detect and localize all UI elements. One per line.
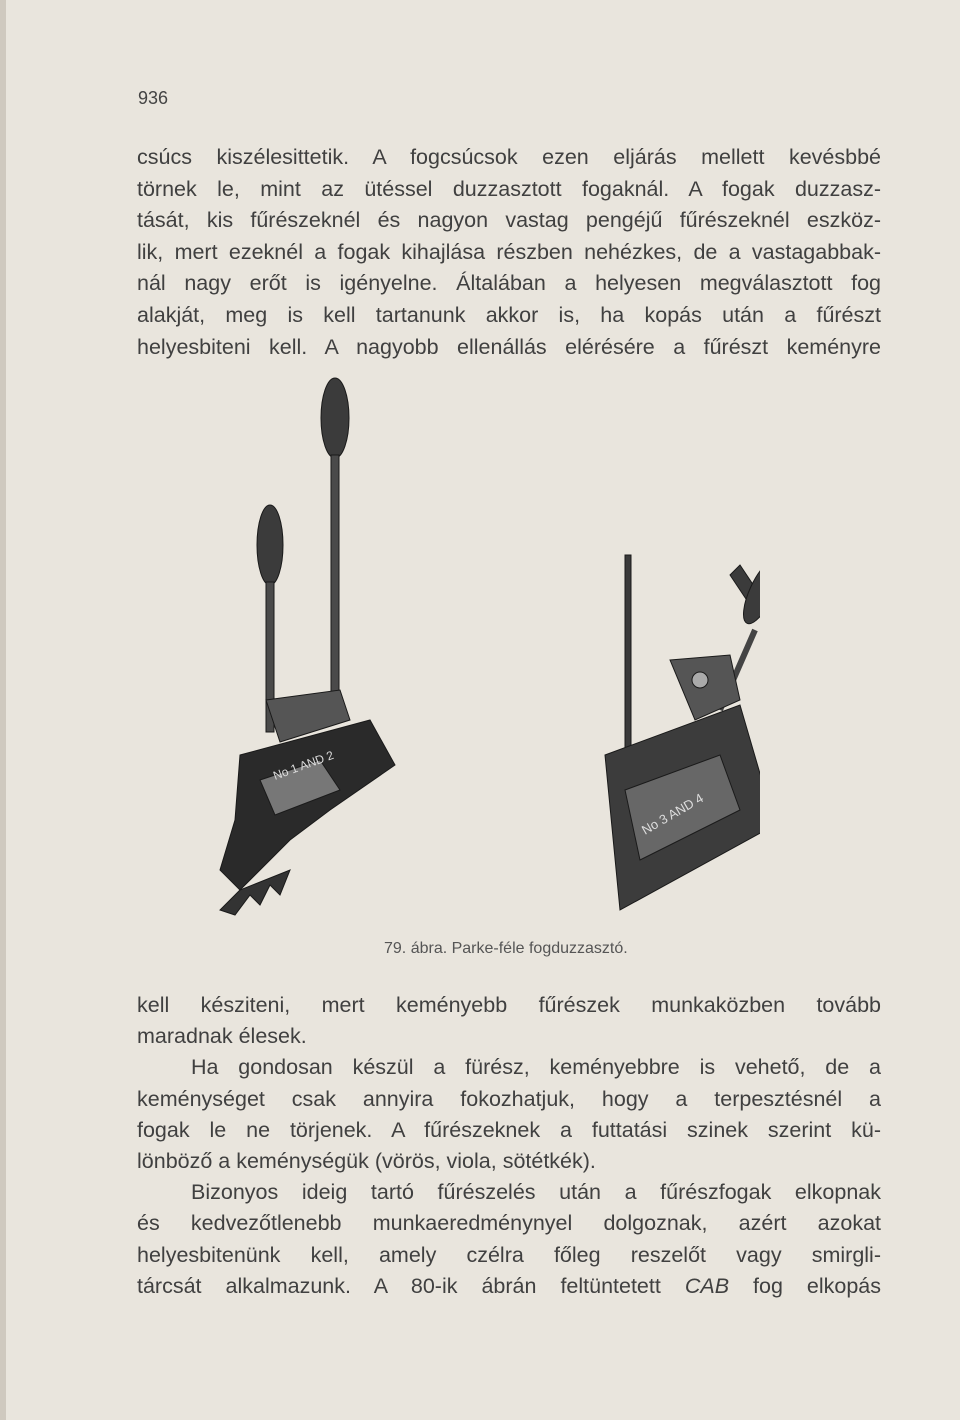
text-line: keménységet csak annyira fokozhatjuk, hogy a terpesztésnél a (137, 1086, 881, 1111)
text-line: Ha gondosan készül a fürész, keményebbre is vehető, de a (191, 1055, 881, 1080)
figure-tools-illustration (200, 370, 760, 930)
right-tool (605, 555, 760, 910)
italic-fragment: CAB (684, 1273, 730, 1298)
figure-caption: 79. ábra. Parke-féle fogduzzasztó. (384, 940, 628, 957)
text-line: tását, kis fűrészeknél és nagyon vastag pengéjű fűrészeknél eszköz- (137, 208, 881, 233)
text-line: lik, mert ezeknél a fogak kihajlása részben nehézkes, de a vastagabbak- (137, 239, 881, 264)
text-line: nál nagy erőt is igényelne. Általában a helyesen megválasztott fog (137, 271, 881, 296)
text-line: és kedvezőtlenebb munkaeredménynyel dolgoznak, azért azokat (137, 1211, 881, 1236)
text-fragment: tárcsát alkalmazunk. A 80-ik ábrán feltüntetett (137, 1273, 685, 1298)
right-tool-label: No 3 AND 4 (639, 790, 706, 838)
page-number: 936 (138, 88, 169, 108)
page-edge (0, 0, 6, 1420)
text-line: kell késziteni, mert keményebb fűrészek munkaközben tovább (137, 993, 881, 1017)
text-line: Bizonyos ideig tartó fűrészelés után a fűrészfogak elkopnak (191, 1180, 881, 1205)
text-line: helyesbiteni kell. A nagyobb ellenállás elérésére a fűrészt keményre (137, 334, 881, 359)
text-line: törnek le, mint az ütéssel duzzasztott fogaknál. A fogak duzzasz- (137, 176, 881, 201)
left-tool (220, 378, 395, 915)
text-line: csúcs kiszélesittetik. A fogcsúcsok ezen eljárás mellett kevésbbé (137, 145, 881, 169)
paragraph-bottom (137, 990, 881, 1302)
text-line: lönböző a keménységük (vörös, viola, sötétkék). (137, 1149, 596, 1174)
paragraph-top (137, 142, 881, 363)
text-fragment: fog elkopás (729, 1273, 881, 1298)
text-line: fogak le ne törjenek. A fűrészeknek a futtatási szinek szerint kü- (137, 1117, 881, 1142)
text-line: alakját, meg is kell tartanunk akkor is, ha kopás után a fűrészt (137, 302, 881, 327)
left-tool-label: No 1 AND 2 (271, 747, 336, 783)
text-line: helyesbitenünk kell, amely czélra főleg reszelőt vagy smirgli- (137, 1242, 881, 1267)
text-line-last (137, 1271, 881, 1302)
text-line: maradnak élesek. (137, 1024, 307, 1049)
